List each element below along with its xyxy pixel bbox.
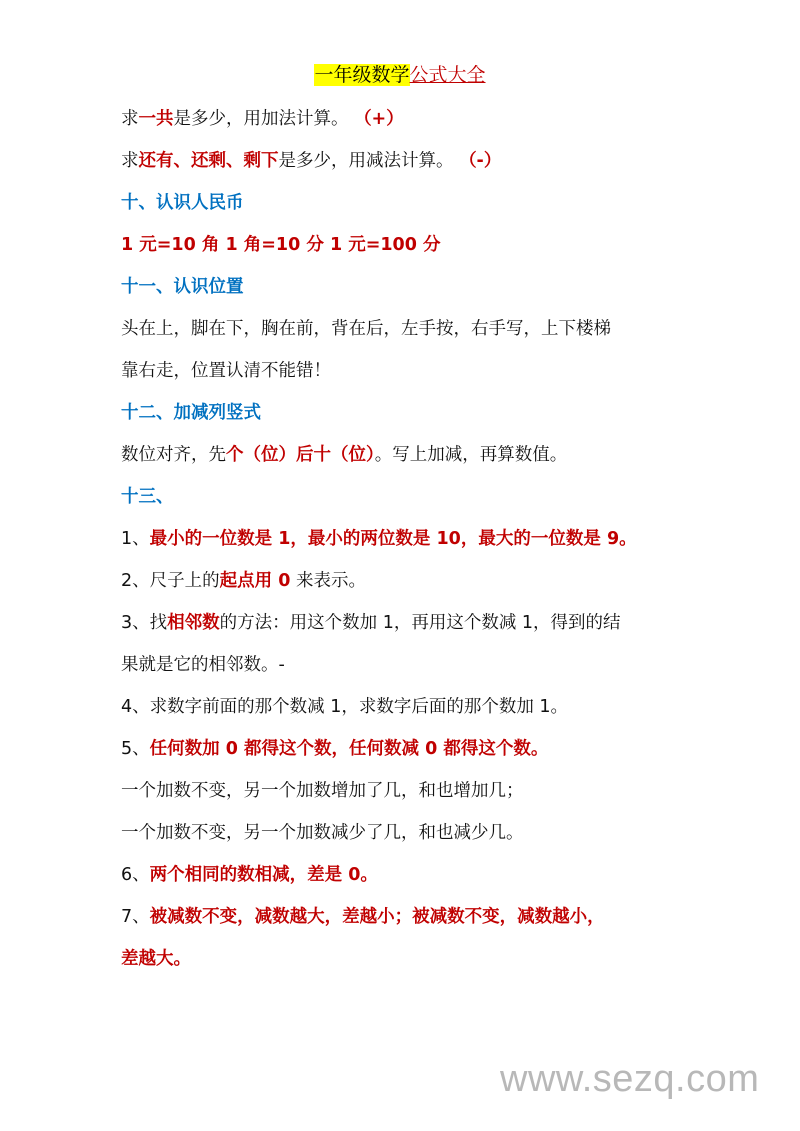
body-text: 头在上，脚在下，胸在前，背在后，左手按，右手写，上下楼梯 xyxy=(121,319,611,339)
text-line xyxy=(121,776,691,818)
body-text: 5、 xyxy=(121,739,150,759)
body-text: 7、 xyxy=(121,907,150,927)
text-line xyxy=(121,944,691,986)
emphasis-text: 还有、还剩、剩下 xyxy=(138,151,279,171)
emphasis-text: 两个相同的数相减，差是 0。 xyxy=(149,865,378,885)
emphasis-text: 任何数加 0 都得这个数，任何数减 0 都得这个数。 xyxy=(149,739,549,759)
text-line xyxy=(121,818,691,860)
body-text: 果就是它的相邻数。- xyxy=(121,655,285,675)
emphasis-text: （+） xyxy=(354,109,404,129)
body-text: 2、尺子上的 xyxy=(121,571,220,591)
text-line xyxy=(121,902,691,944)
text-line xyxy=(121,482,691,524)
text-line xyxy=(121,146,691,188)
emphasis-text: 相邻数 xyxy=(167,613,220,633)
text-line xyxy=(121,650,691,692)
body-text: 是多少，用加法计算。 xyxy=(173,109,355,129)
emphasis-text: 差越大。 xyxy=(121,949,191,969)
body-text: 一个加数不变，另一个加数减少了几，和也减少几。 xyxy=(121,823,524,843)
emphasis-text: 起点用 0 xyxy=(219,571,291,591)
emphasis-text: 1 元=10 角 1 角=10 分 1 元=100 分 xyxy=(121,235,441,255)
text-line xyxy=(121,734,691,776)
title-underlined: 公式大全 xyxy=(409,64,486,86)
document-body xyxy=(121,104,691,986)
emphasis-text: 个（位）后十（位） xyxy=(226,445,375,465)
text-line xyxy=(121,356,691,398)
body-text: 靠右走，位置认清不能错！ xyxy=(121,361,331,381)
section-heading: 十二、加减列竖式 xyxy=(121,403,261,423)
watermark: www.sezq.com xyxy=(500,1058,760,1100)
text-line xyxy=(121,524,691,566)
body-text: 一个加数不变，另一个加数增加了几，和也增加几； xyxy=(121,781,524,801)
section-heading: 十三、 xyxy=(121,487,174,507)
text-line xyxy=(121,104,691,146)
body-text: 求 xyxy=(121,151,139,171)
body-text: 1、 xyxy=(121,529,150,549)
text-line xyxy=(121,860,691,902)
section-heading: 十、认识人民币 xyxy=(121,193,244,213)
text-line xyxy=(121,566,691,608)
title-highlighted: 一年级数学 xyxy=(314,64,410,86)
body-text: 。写上加减，再算数值。 xyxy=(374,445,568,465)
text-line xyxy=(121,272,691,314)
body-text: 6、 xyxy=(121,865,150,885)
text-line xyxy=(121,440,691,482)
text-line xyxy=(121,188,691,230)
text-line xyxy=(121,608,691,650)
body-text: 的方法：用这个数加 1，再用这个数减 1，得到的结 xyxy=(219,613,621,633)
text-line xyxy=(121,230,691,272)
emphasis-text: （-） xyxy=(459,151,502,171)
emphasis-text: 最小的一位数是 1，最小的两位数是 10，最大的一位数是 9。 xyxy=(149,529,637,549)
body-text: 是多少，用减法计算。 xyxy=(278,151,460,171)
body-text: 3、找 xyxy=(121,613,168,633)
body-text: 求 xyxy=(121,109,139,129)
section-heading: 十一、认识位置 xyxy=(121,277,244,297)
emphasis-text: 被减数不变，减数越大，差越小；被减数不变，减数越小， xyxy=(149,907,605,927)
text-line xyxy=(121,692,691,734)
document-title xyxy=(0,60,800,90)
body-text: 来表示。 xyxy=(290,571,366,591)
text-line xyxy=(121,314,691,356)
body-text: 数位对齐，先 xyxy=(121,445,226,465)
emphasis-text: 一共 xyxy=(138,109,174,129)
body-text: 4、求数字前面的那个数减 1，求数字后面的那个数加 1。 xyxy=(121,697,569,717)
text-line xyxy=(121,398,691,440)
